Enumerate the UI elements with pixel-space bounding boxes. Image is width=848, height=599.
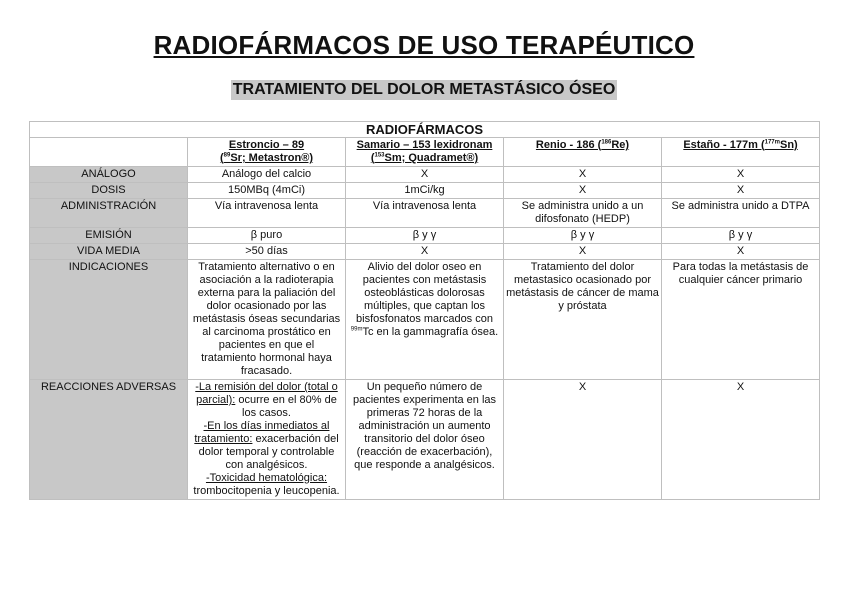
table-cell: β puro	[188, 228, 346, 244]
table-cell: Alivio del dolor oseo en pacientes con metástasis osteoblásticas dolorosas múltiples, que captan los bisfosfonatos marcados con $^{99m}$Tc en la gammagrafía ósea.	[346, 260, 504, 380]
table-row	[30, 167, 820, 183]
column-header-samarium: Samario – 153 lexidronam ($^{153}$Sm; Quadramet®)	[346, 138, 504, 167]
column-header-rhenium: Renio - 186 ($^{186}$Re)	[504, 138, 662, 167]
row-label-dosis: DOSIS	[30, 183, 188, 199]
row-label-reacciones: REACCIONES ADVERSAS	[30, 380, 188, 500]
table-cell: X	[346, 167, 504, 183]
table-cell: X	[504, 167, 662, 183]
table-cell: Se administra unido a DTPA	[662, 199, 820, 228]
radiopharmaceuticals-table	[29, 121, 820, 500]
table-cell: X	[662, 380, 820, 500]
table-row	[30, 260, 820, 380]
table-cell: X	[346, 244, 504, 260]
table-row	[30, 228, 820, 244]
table-column-header-row	[30, 138, 820, 167]
table-row	[30, 244, 820, 260]
page-subtitle: TRATAMIENTO DEL DOLOR METASTÁSICO ÓSEO	[232, 81, 616, 98]
column-header-tin: Estaño - 177m ($^{177m}$Sn)	[662, 138, 820, 167]
table-group-header-row	[30, 122, 820, 138]
table-cell: Vía intravenosa lenta	[188, 199, 346, 228]
table-cell: X	[504, 380, 662, 500]
table-cell: X	[662, 183, 820, 199]
row-label-analogo: ANÁLOGO	[30, 167, 188, 183]
table-cell: X	[662, 167, 820, 183]
group-header: RADIOFÁRMACOS	[30, 122, 820, 138]
table-cell: X	[504, 183, 662, 199]
table-cell: -La remisión del dolor (total o parcial): ocurre en el 80% de los casos. -En los días inmediatos al tratamiento: exacerbación del dolor temporal y controlable con analgésicos. -Toxicidad hematológica: trombocitopenia y leucopenia.	[188, 380, 346, 500]
table-cell: Para todas la metástasis de cualquier cáncer primario	[662, 260, 820, 380]
table-row	[30, 199, 820, 228]
table-cell: >50 días	[188, 244, 346, 260]
row-label-indicaciones: INDICACIONES	[30, 260, 188, 380]
table-cell: 150MBq (4mCi)	[188, 183, 346, 199]
table-cell: 1mCi/kg	[346, 183, 504, 199]
table-cell: Vía intravenosa lenta	[346, 199, 504, 228]
table-cell: β y γ	[662, 228, 820, 244]
empty-header-cell	[30, 138, 188, 167]
row-label-emision: EMISIÓN	[30, 228, 188, 244]
table-cell: Tratamiento alternativo o en asociación a la radioterapia externa para la paliación del dolor ocasionado por las metástasis óseas secundarias al carcinoma prostático en pacientes en que el tratamiento hormonal haya fracasado.	[188, 260, 346, 380]
table-cell: Análogo del calcio	[188, 167, 346, 183]
row-label-administracion: ADMINISTRACIÓN	[30, 199, 188, 228]
page-title: RADIOFÁRMACOS DE USO TERAPÉUTICO	[153, 30, 695, 60]
table-cell: Se administra unido a un difosfonato (HEDP)	[504, 199, 662, 228]
table-cell: Tratamiento del dolor metastasico ocasionado por metástasis de cáncer de mama y próstata	[504, 260, 662, 380]
table-cell: X	[662, 244, 820, 260]
column-header-strontium: Estroncio – 89 ($^{89}$Sr; Metastron®)	[188, 138, 346, 167]
table-cell: X	[504, 244, 662, 260]
table-row	[30, 183, 820, 199]
row-label-vida-media: VIDA MEDIA	[30, 244, 188, 260]
table-cell: β y γ	[346, 228, 504, 244]
table-cell: Un pequeño número de pacientes experimenta en las primeras 72 horas de la administración un aumento transitorio del dolor óseo (reacción de exacerbación), que responde a analgésicos.	[346, 380, 504, 500]
table-row	[30, 380, 820, 500]
table-cell: β y γ	[504, 228, 662, 244]
